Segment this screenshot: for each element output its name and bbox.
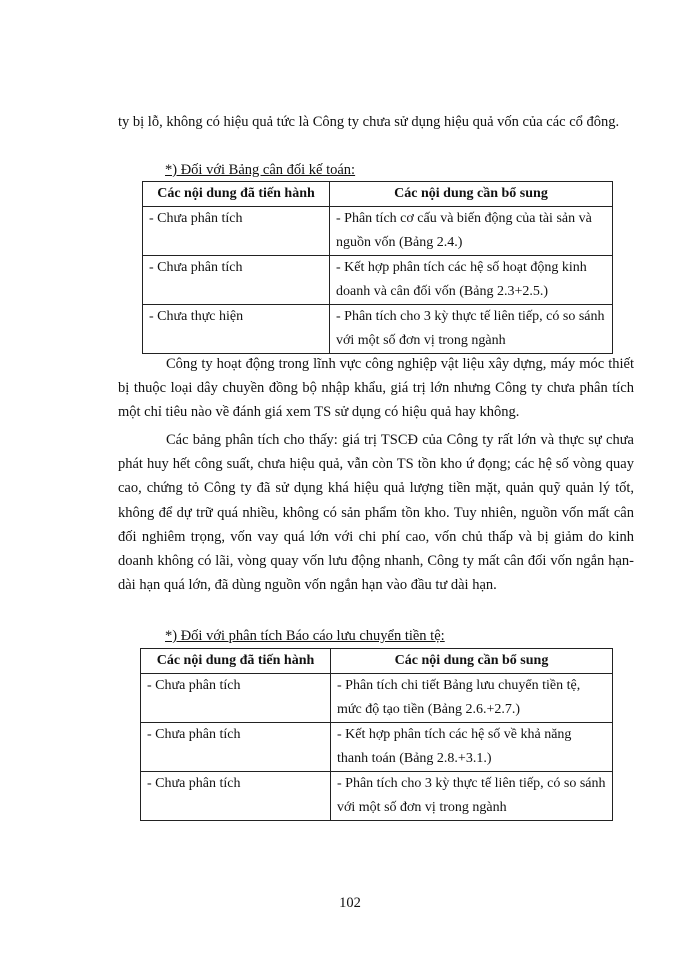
column-header-done: Các nội dung đã tiến hành (143, 182, 330, 207)
table1-heading: *) Đối với Bảng cân đối kế toán: (165, 162, 356, 178)
column-header-done: Các nội dung đã tiến hành (141, 649, 331, 674)
table2-heading: *) Đối với phân tích Báo cáo lưu chuyển tiền tệ: (165, 628, 445, 644)
table-header-row (141, 649, 613, 674)
balance-sheet-table (142, 181, 613, 354)
cell-todo: - Kết hợp phân tích các hệ số về khả năng thanh toán (Bảng 2.8.+3.1.) (331, 723, 613, 772)
cell-todo: - Kết hợp phân tích các hệ số hoạt động kinh doanh và cân đối vốn (Bảng 2.3+2.5.) (330, 256, 613, 305)
paragraph-1: Công ty hoạt động trong lĩnh vực công nghiệp vật liệu xây dựng, máy móc thiết bị thuộc loại dây chuyền đồng bộ nhập khẩu, giá trị lớn nhưng Công ty chưa phân tích một chỉ tiêu nào về đánh giá xem TS sử dụng có hiệu quả hay không. (118, 356, 634, 421)
table-row (143, 256, 613, 305)
cell-done: - Chưa thực hiện (143, 305, 330, 354)
cell-done: - Chưa phân tích (143, 207, 330, 256)
column-header-todo: Các nội dung cần bổ sung (331, 649, 613, 674)
page-number: 102 (339, 895, 361, 911)
cell-todo: - Phân tích cho 3 kỳ thực tế liên tiếp, có so sánh với một số đơn vị trong ngành (330, 305, 613, 354)
paragraph-2: Các bảng phân tích cho thấy: giá trị TSCĐ của Công ty rất lớn và thực sự chưa phát huy hết công suất, chưa hiệu quả, vẫn còn TS tồn kho ứ đọng; các hệ số vòng quay cao, chứng tỏ Công ty đã sử dụng khá hiệu quả lượng tiền mặt, quản quỹ quản lý tốt, không để dự trữ quá nhiều, không có sản phẩm tồn kho. Tuy nhiên, nguồn vốn mất cân đối nghiêm trọng, vốn vay quá lớn với chi phí cao, vốn chủ thấp và bị giảm do kinh doanh không có lãi, vòng quay vốn lưu động nhanh, Công ty mất cân đối vốn ngắn hạn-dài hạn quá lớn, đã dùng nguồn vốn ngắn hạn vào đầu tư dài hạn. (118, 432, 634, 594)
table-row (141, 772, 613, 821)
table-row (141, 723, 613, 772)
table-row (143, 207, 613, 256)
cell-todo: - Phân tích cho 3 kỳ thực tế liên tiếp, có so sánh với một số đơn vị trong ngành (331, 772, 613, 821)
cell-done: - Chưa phân tích (141, 723, 331, 772)
column-header-todo: Các nội dung cần bổ sung (330, 182, 613, 207)
cell-done: - Chưa phân tích (141, 674, 331, 723)
cell-todo: - Phân tích chi tiết Bảng lưu chuyển tiền tệ, mức độ tạo tiền (Bảng 2.6.+2.7.) (331, 674, 613, 723)
cash-flow-table (140, 648, 613, 821)
table-row (143, 305, 613, 354)
table-header-row (143, 182, 613, 207)
intro-paragraph: ty bị lỗ, không có hiệu quả tức là Công ty chưa sử dụng hiệu quả vốn của các cổ đông. (118, 114, 620, 130)
cell-done: - Chưa phân tích (141, 772, 331, 821)
table-row (141, 674, 613, 723)
cell-todo: - Phân tích cơ cấu và biến động của tài sản và nguồn vốn (Bảng 2.4.) (330, 207, 613, 256)
cell-done: - Chưa phân tích (143, 256, 330, 305)
